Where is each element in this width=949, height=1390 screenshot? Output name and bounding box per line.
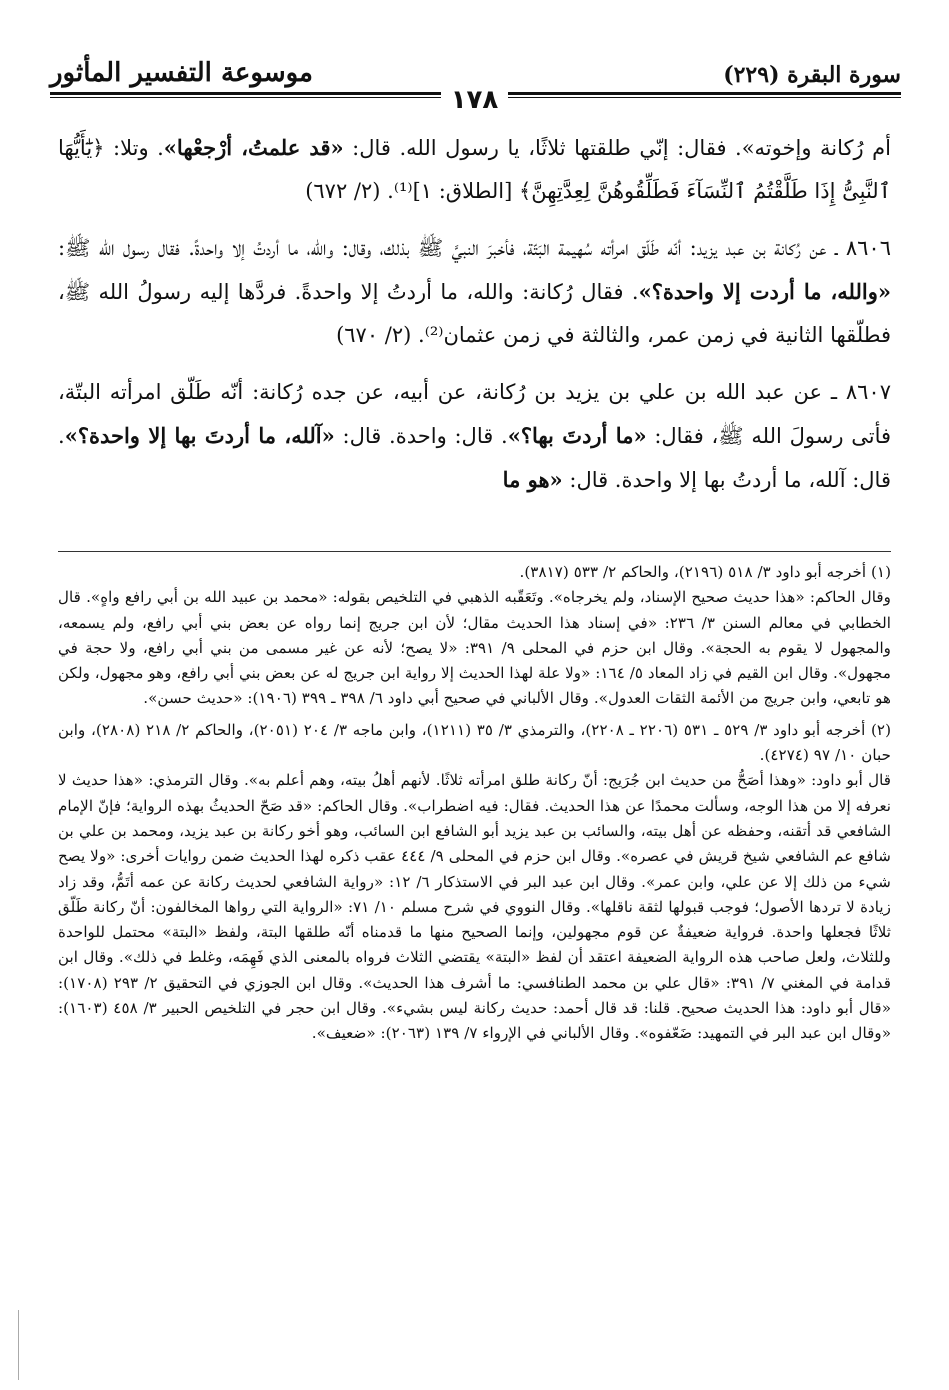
footnotes <box>58 560 891 1047</box>
book-title: موسوعة التفسير المأثور <box>50 58 313 88</box>
p3-text-e: . قال: آلله، ما أردتُ بها إلا واحدة. قال: <box>58 424 891 492</box>
footnote-2: (٢) أخرجه أبو داود ٣/ ٥٢٩ ـ ٥٣١ (٢٢٠٦ ـ ٢٢٠٨)، والترمذي ٣/ ٣٥ (١٢١١)، وابن ماجه ٣/ ٢٠٤ (٢٠٥١)، والحاكم ٢/ ٢١٨ (٢٨٠٨)، وابن حبان ١٠/ ٩٧ (٤٢٧٤). <box>58 720 891 765</box>
p3-quote-3: «هو ما <box>502 467 563 492</box>
paragraph-8607 <box>58 371 891 502</box>
footnote-1-comment: وقال الحاكم: «هذا حديث صحيح الإسناد، ولم يخرجاه». وتَعَقّبه الذهبي في التلخيص بقوله: «محمد بن عبيد الله بن أبي رافع واهٍ». قال الخطابي في معالم السنن ٣/ ٢٣٦: «في إسناد هذا الحديث مقال؛ لأن ابن جريج إنما رواه عن بعض بني أبي رافع، ولم يسمعه، والمجهول لا يقوم به الحجة». وقال ابن حزم في المحلى ٩/ ٣٩١: «لا يصح؛ لأنه عن غير مسمى من بني أبي رافع، ولا حجة في مجهول». وقال ابن القيم في زاد المعاد ٥/ ١٦٤: «ولا علة لهذا الحديث إلا رواية ابن جريج له عن بعض بني أبي رافع، وهو مجهول، ولكن هو تابعي، وابن جريج من الأئمة الثقات العدول». وقال الألباني في صحيح أبي داود ٦/ ٣٩٨ ـ ٣٩٩ (١٩٠٦): «حديث حسن». <box>58 588 892 708</box>
surah-title: سورة البقرة (٢٢٩) <box>723 62 901 88</box>
p2-text-c: . فقال رُكانة: والله، ما أردتُ إلا واحدةً. فردَّها إليه رسولُ الله ﷺ، فطلّقها الثانية في زمن عمر، والثالثة في زمن عثمان⁽²⁾. (٢/ ٦٧٠) <box>58 280 891 347</box>
footnote-separator <box>58 551 891 552</box>
footnote-2-comment: قال أبو داود: «وهذا أصَحُّ من حديث ابن جُرَيج: أنّ ركانة طلق امرأته ثلاثًا. لأنهم أهلُ بيته، وهم أعلم به». وقال الترمذي: «هذا حديث لا نعرفه إلا من هذا الوجه، وسألت محمدًا عن هذا الحديث. فقال: فيه اضطراب». وقال الحاكم: «قد صَحّ الحديثُ بهذه الرواية؛ فإنّ الإمام الشافعي قد أتقنه، وحفظه عن أهل بيته، والسائب بن عبد يزيد أبو الشافع ابن السائب، وهو أخو ركانة بن عبد يزيد، ومحمد بن علي بن شافع عم الشافعي شيخ قريش في عصره». وقال ابن حزم في المحلى ٩/ ٤٤٤ عقب ذكره لهذا الحديث ضمن روايات أخرى: «ولا يصح شيء من ذلك إلا عن علي، وابن عمر». وقال ابن عبد البر في الاستذكار ٦/ ١٢: «رواية الشافعي لحديث ركانة عن عمه أتَمُّ، وقد زاد زيادة لا تردها الأصول؛ فوجب قبولها لثقة ناقلها». وقال النووي في شرح مسلم ١٠/ ٧١: «الرواية التي رواها المخالفون: أنّ ركانة طَلّق ثلاثًا فجعلها واحدة. فرواية ضعيفةٌ عن قوم مجهولين، وإنما الصحيح منها ما قدمناه أنّه طلقها البتة، ولفظ «البتة» محتمل للواحدة وللثلاث، ولعل صاحب هذه الرواية الضعيفة اعتقد أن لفظ «البتة» يقتضي الثلاث فرواه بالمعنى الذي فَهِمَه، وغلط في ذلك». وقال ابن قدامة في المغني ٧/ ٣٩١: «قال علي بن محمد الطنافسي: ما أشرف هذا الحديث». وقال ابن الجوزي في التحقيق ٢/ ٢٩٣ (١٧٠٨): «قال أبو داود: هذا الحديث صحيح. قلنا: قد قال أحمد: حديث ركانة ليس بشيء». وقال ابن حجر في التلخيص الحبير ٣/ ٤٥٨ (١٦٠٣): «وقال ابن عبد البر في التمهيد: ضَعّفوه». وقال الألباني في الإرواء ٧/ ١٣٩ (٢٠٦٣): «ضعيف». <box>58 771 892 1043</box>
p3-quote-1: «ما أردتَ بها؟» <box>507 423 647 448</box>
p3-text-a: ٨٦٠٧ ـ عن عبد الله بن علي بن يزيد بن رُكانة، عن أبيه، عن جده رُكانة: أنّه طَلّق امرأته البتّة، فأتى رسولَ الله ﷺ، فقال: <box>58 380 892 448</box>
main-text <box>58 126 891 516</box>
footnote-1: (١) أخرجه أبو داود ٣/ ٥١٨ (٢١٩٦)، والحاكم ٢/ ٥٣٣ (٣٨١٧). <box>519 563 891 581</box>
p3-text-c: . قال: واحدة. قال: <box>334 424 508 448</box>
p2-hadith-quote: «والله، ما أردت إلا واحدة؟» <box>638 279 891 304</box>
p3-quote-2: «آلله، ما أردتَ بها إلا واحدة؟» <box>64 423 335 448</box>
page-number: ١٧٨ <box>441 85 509 115</box>
page-number-wrap <box>0 85 949 115</box>
p1-text-a: أم رُكانة وإخوته». فقال: إنّي طلقتها ثلاثًا، يا رسول الله. قال: <box>343 136 891 160</box>
p2-text-a: ٨٦٠٦ ـ عن رُكانة بن عبد يزيد: أنّه طَلّق امرأته سُهيمة البَتّة، فأخبرَ النبيَّ ﷺ بذلك، وقال: والله، ما أردتُ إلا واحدةً. فقال رسول الله ﷺ: <box>58 236 891 260</box>
paragraph-1 <box>58 126 891 213</box>
paragraph-8606 <box>58 227 891 357</box>
scan-edge-line <box>18 1310 19 1380</box>
p1-text-c: . وتلا: ﴿يَٰٓأَيُّهَا ٱلنَّبِىُّ إِذَا طَلَّقْتُمُ ٱلنِّسَآءَ فَطَلِّقُوهُنَّ لِعِدَّتِهِنَّ﴾ [الطلاق: ١]⁽¹⁾. (٢/ ٦٧٢) <box>58 136 891 203</box>
p1-hadith-quote: «قد علمتُ، أرْجعْها» <box>163 135 344 160</box>
